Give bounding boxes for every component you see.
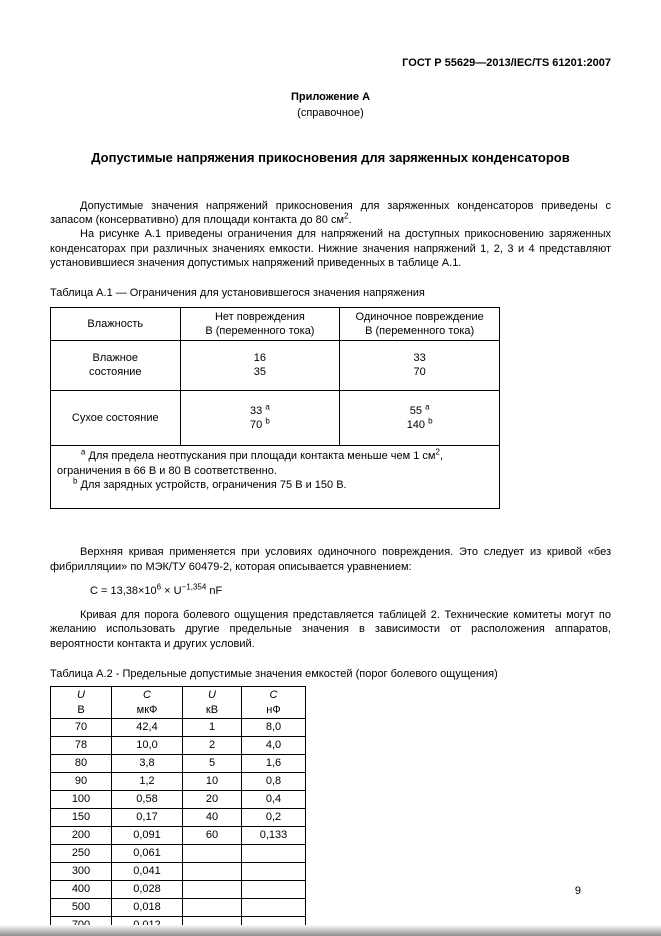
cell: 5 xyxy=(183,754,242,772)
cell: 100 xyxy=(51,790,112,808)
table-row xyxy=(51,844,306,862)
table-a1-header-no-damage xyxy=(180,307,340,341)
cell: 150 xyxy=(51,808,112,826)
table-a2 xyxy=(50,686,306,935)
wet-sf-value-2: 70 xyxy=(413,366,426,379)
cell: 8,0 xyxy=(242,718,306,736)
footnote-mark-b: b xyxy=(428,416,433,426)
paragraph-intro-1 xyxy=(50,199,611,228)
footnote-a-mark: a xyxy=(81,447,86,457)
cell: 500 xyxy=(51,898,112,916)
cell: 250 xyxy=(51,844,112,862)
cell: 0,018 xyxy=(112,898,183,916)
page-title: Допустимые напряжения прикосновения для заряженных конденсаторов xyxy=(91,149,570,165)
table-a1-footnote-row xyxy=(51,446,500,509)
cell: 400 xyxy=(51,880,112,898)
footnote-b xyxy=(57,478,489,492)
cell: 40 xyxy=(183,808,242,826)
table-a2-header-u-kv xyxy=(183,687,242,719)
cell xyxy=(242,844,306,862)
paragraph-intro-1-end: . xyxy=(348,214,352,227)
cell xyxy=(183,862,242,880)
appendix-subtitle: (справочное) xyxy=(297,106,364,119)
table-row xyxy=(51,808,306,826)
table-a1-header-row xyxy=(51,307,500,341)
header-sym-c: C xyxy=(143,689,151,702)
header-unit-kv: кВ xyxy=(205,703,219,716)
formula-part2: × U xyxy=(161,584,182,597)
footnote-a-sup2: 2 xyxy=(435,447,440,457)
cell: 0,133 xyxy=(242,826,306,844)
paragraph-upper-curve: Верхняя кривая применяется при условиях одиночного повреждения. Это следует из кривой «без фибрилляции» по МЭК/ТУ 60479-2, которая описывается уравнением: xyxy=(50,546,611,573)
cell-wet-single-fault xyxy=(340,341,500,391)
dry-sf-2: 140 xyxy=(406,419,426,432)
capacitance-formula xyxy=(90,584,611,598)
cell: 3,8 xyxy=(112,754,183,772)
scan-edge-shadow xyxy=(0,925,661,936)
footnote-b-mark: b xyxy=(73,476,78,486)
header-no-damage-line1: Нет повреждения xyxy=(214,310,305,323)
footnote-mark-b: b xyxy=(265,416,270,426)
document-id-header: ГОСТ Р 55629—2013/IEC/TS 61201:2007 xyxy=(402,57,611,69)
cell xyxy=(242,898,306,916)
table-a1 xyxy=(50,307,500,510)
cell xyxy=(242,880,306,898)
cell-dry-single-fault xyxy=(340,390,500,446)
dry-nd-1: 33 xyxy=(250,404,263,417)
cell: 42,4 xyxy=(112,718,183,736)
cell: 0,041 xyxy=(112,862,183,880)
formula-unit: nF xyxy=(206,584,223,597)
table-row xyxy=(51,898,306,916)
paragraph-intro-1-text: Допустимые значения напряжений прикосновения для заряженных конденсаторов приведены с запасом (консервативно) для площади контакта до 80 см xyxy=(50,199,611,227)
header-unit-uf: мкФ xyxy=(136,703,158,716)
dry-nd-value-2 xyxy=(185,418,336,432)
table-row xyxy=(51,862,306,880)
table-a2-header-c-uf xyxy=(112,687,183,719)
cell: 70 xyxy=(51,718,112,736)
table-a1-header-single-fault xyxy=(340,307,500,341)
dry-sf-value-1 xyxy=(344,404,495,418)
cell: 90 xyxy=(51,772,112,790)
header-sym-c2: C xyxy=(269,689,278,702)
cell: 20 xyxy=(183,790,242,808)
cell-wet-no-damage xyxy=(180,341,340,391)
formula-part1: C = 13,38×10 xyxy=(90,584,157,597)
paragraph-pain-threshold: Кривая для порога болевого ощущения представляется таблицей 2. Технические комитеты могут по желанию использовать другие предельные значения в зависимости от расположения аппаратов, вероятности контакта и других условий. xyxy=(50,609,611,650)
cell xyxy=(183,898,242,916)
cell: 2 xyxy=(183,736,242,754)
table-a1-header-humidity: Влажность xyxy=(51,307,181,341)
footnote-a-text1: Для предела неотпускания при площади контакта меньше чем 1 см xyxy=(85,450,436,463)
table-a2-header-u-v xyxy=(51,687,112,719)
cell: 0,17 xyxy=(112,808,183,826)
footnote-mark-a: a xyxy=(425,402,430,412)
header-unit-nf: нФ xyxy=(266,703,281,716)
cell: 1 xyxy=(183,718,242,736)
cell: 0,58 xyxy=(112,790,183,808)
cell: 0,061 xyxy=(112,844,183,862)
table-row xyxy=(51,790,306,808)
cell-dry-label: Сухое состояние xyxy=(51,390,181,446)
cell: 10,0 xyxy=(112,736,183,754)
table-a2-header-row xyxy=(51,687,306,719)
dry-nd-2: 70 xyxy=(250,419,263,432)
header-sym-u: U xyxy=(77,689,85,702)
table-row xyxy=(51,826,306,844)
table-row xyxy=(51,736,306,754)
table-row xyxy=(51,718,306,736)
cell: 1,2 xyxy=(112,772,183,790)
table-row xyxy=(51,772,306,790)
cell: 60 xyxy=(183,826,242,844)
cell: 0,4 xyxy=(242,790,306,808)
footnote-a-text2: , ограничения в 66 В и 80 В соответственно. xyxy=(57,450,444,477)
table-row xyxy=(51,754,306,772)
cell xyxy=(183,844,242,862)
formula-exponent-u: −1,354 xyxy=(181,582,207,592)
formula-exponent-6: 6 xyxy=(156,582,162,592)
dry-sf-value-2 xyxy=(344,418,495,432)
wet-label-line2: состояние xyxy=(88,366,142,379)
dry-sf-1: 55 xyxy=(409,404,422,417)
cell: 0,8 xyxy=(242,772,306,790)
paragraph-intro-2: На рисунке А.1 приведены ограничения для напряжений на доступных прикосновению заряженных конденсаторах при различных значениях емкости. Нижние значения напряжений 1, 2, 3 и 4 представляют установившиеся значения допустимых напряжений приведенных в таблице А.1. xyxy=(50,228,611,269)
cell: 1,6 xyxy=(242,754,306,772)
footnote-b-text: Для зарядных устройств, ограничения 75 В и 150 В. xyxy=(77,478,347,491)
cell: 0,028 xyxy=(112,880,183,898)
cell: 80 xyxy=(51,754,112,772)
header-unit-v: В xyxy=(77,703,85,716)
cell xyxy=(242,862,306,880)
wet-label-line1: Влажное xyxy=(92,352,139,365)
appendix-title: Приложение А xyxy=(290,91,371,104)
page-number: 9 xyxy=(574,884,581,897)
superscript-2: 2 xyxy=(344,211,349,221)
header-no-damage-line2: В (переменного тока) xyxy=(205,324,315,337)
footnote-a xyxy=(57,449,489,478)
header-single-fault-line2: В (переменного тока) xyxy=(365,324,475,337)
table-a2-caption: Таблица А.2 - Предельные допустимые значения емкостей (порог болевого ощущения) xyxy=(50,668,498,681)
cell-wet-label xyxy=(51,341,181,391)
footnote-mark-a: a xyxy=(265,402,270,412)
table-row xyxy=(51,880,306,898)
table-a1-row-wet xyxy=(51,341,500,391)
cell: 78 xyxy=(51,736,112,754)
header-sym-u2: U xyxy=(208,689,216,702)
wet-nd-value-2: 35 xyxy=(253,366,267,379)
dry-nd-value-1 xyxy=(185,404,336,418)
cell: 0,091 xyxy=(112,826,183,844)
cell: 4,0 xyxy=(242,736,306,754)
cell: 0,2 xyxy=(242,808,306,826)
cell: 200 xyxy=(51,826,112,844)
cell: 300 xyxy=(51,862,112,880)
header-single-fault-line1: Одиночное повреждение xyxy=(355,310,484,323)
table-a1-caption: Таблица А.1 — Ограничения для установившегося значения напряжения xyxy=(50,287,425,300)
table-a2-header-c-nf xyxy=(242,687,306,719)
cell-dry-no-damage xyxy=(180,390,340,446)
table-a1-row-dry xyxy=(51,390,500,446)
cell xyxy=(183,880,242,898)
wet-sf-value-1: 33 xyxy=(413,352,426,365)
wet-nd-value-1: 16 xyxy=(253,352,267,365)
cell: 10 xyxy=(183,772,242,790)
table-a1-footnotes xyxy=(51,446,500,509)
